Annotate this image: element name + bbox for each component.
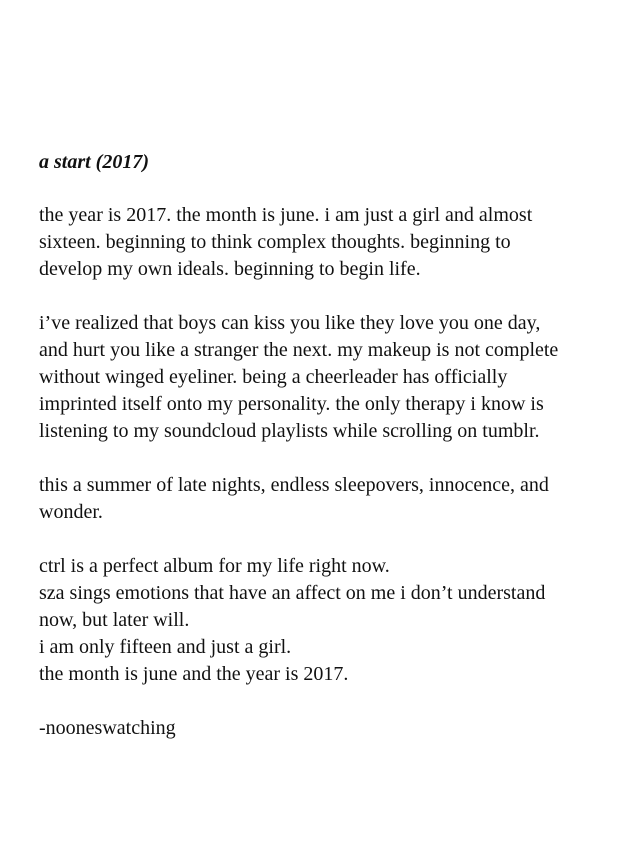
poem-page [39, 148, 609, 742]
poem-line: without winged eyeliner. being a cheerleader has officially [39, 366, 508, 388]
poem-line: sixteen. beginning to think complex thoughts. beginning to [39, 231, 511, 253]
poem-line: i’ve realized that boys can kiss you like they love you one day, [39, 312, 541, 334]
poem-line: i am only fifteen and just a girl. [39, 636, 292, 658]
poem-line: ctrl is a perfect album for my life right now. [39, 555, 390, 577]
poem-line: now, but later will. [39, 609, 190, 631]
poem-line: sza sings emotions that have an affect on me i don’t understand [39, 582, 546, 604]
poem-line: imprinted itself onto my personality. the only therapy i know is [39, 393, 544, 415]
poem-line: the month is june and the year is 2017. [39, 663, 349, 685]
poem-line: wonder. [39, 501, 103, 523]
poem-line: this a summer of late nights, endless sleepovers, innocence, and [39, 474, 549, 496]
poem-paragraph-2 [39, 310, 609, 445]
poem-line: listening to my soundcloud playlists while scrolling on tumblr. [39, 420, 540, 442]
poem-signature: -nooneswatching [39, 717, 176, 739]
poem-line: develop my own ideals. beginning to begin life. [39, 258, 421, 280]
poem-line: the year is 2017. the month is june. i am just a girl and almost [39, 204, 533, 226]
poem-line: and hurt you like a stranger the next. my makeup is not complete [39, 339, 559, 361]
poem-title: a start (2017) [39, 151, 149, 173]
poem-paragraph-1 [39, 202, 609, 283]
poem-paragraph-3 [39, 472, 609, 526]
poem-paragraph-4 [39, 553, 609, 688]
